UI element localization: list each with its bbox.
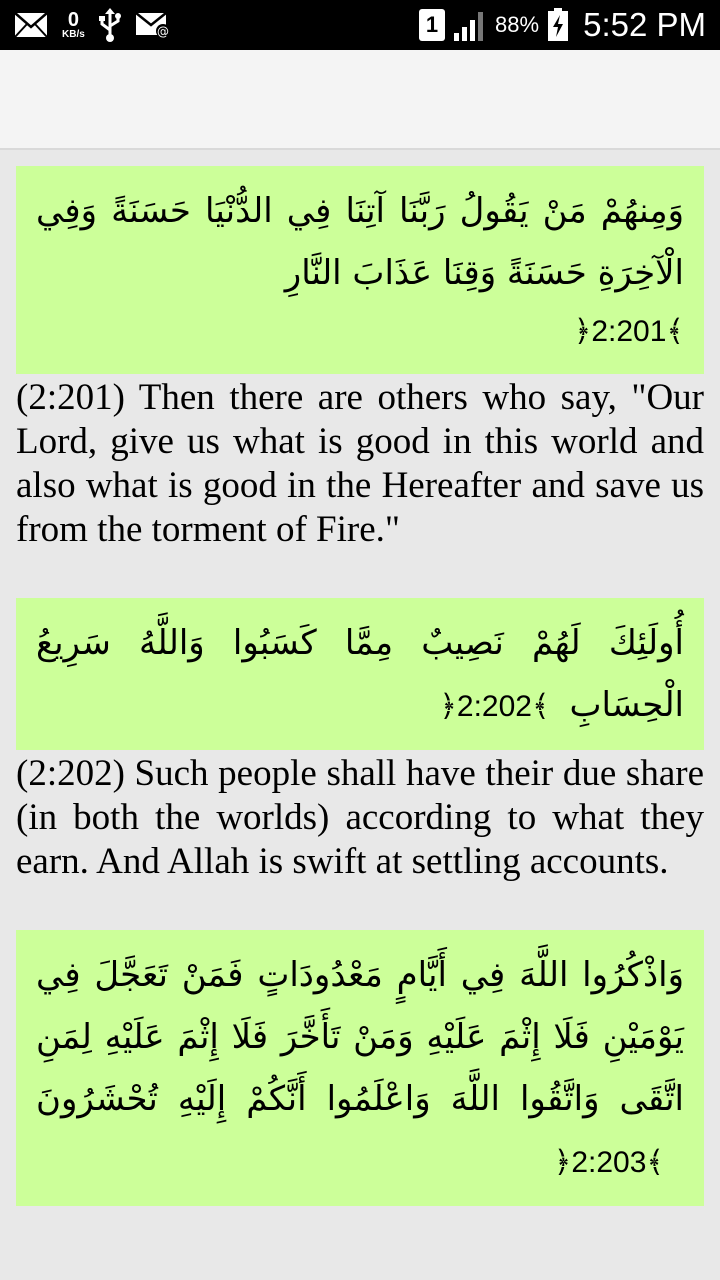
- email-notification-icon: [14, 12, 48, 38]
- email-at-icon: [135, 11, 171, 39]
- battery-percentage: 88%: [495, 12, 540, 37]
- svg-text:@: @: [156, 24, 169, 39]
- verse-arabic-block: [16, 166, 704, 374]
- arabic-text: وَاذْكُرُوا اللَّهَ فِي أَيَّامٍ مَعْدُودَاتٍ فَمَنْ تَعَجَّلَ فِي يَوْمَيْنِ فَلَا إِثْمَ عَلَيْهِ وَمَنْ تَأَخَّرَ فَلَا إِثْمَ عَلَيْهِ لِمَنِ اتَّقَى وَاتَّقُوا اللَّهَ وَاعْلَمُوا أَنَّكُمْ إِلَيْهِ تُحْشَرُونَ﴿2:203﴾: [36, 944, 684, 1192]
- arabic-text: وَمِنهُمْ مَنْ يَقُولُ رَبَّنَا آتِنَا فِي الدُّنْيَا حَسَنَةً وَفِي الْآخِرَةِ حَسَنَةً وَقِنَا عَذَابَ النَّارِ: [36, 191, 684, 293]
- verse-arabic-block: [16, 598, 704, 750]
- sim-slot-indicator: 1: [419, 9, 445, 41]
- signal-strength-icon: [453, 9, 487, 41]
- verse-number: ﴿2:202﴾: [439, 690, 550, 723]
- verse-list[interactable]: [16, 166, 704, 1206]
- usb-icon: [99, 8, 121, 42]
- clock: 5:52 PM: [583, 6, 706, 43]
- network-speed-indicator: 0 KB/s: [62, 9, 85, 40]
- verse-translation: (2:201) Then there are others who say, "Our Lord, give us what is good in this world and also what is good in the Hereafter and save us from the torment of Fire.": [16, 377, 704, 550]
- arabic-text: أُولَئِكَ لَهُمْ نَصِيبٌ مِمَّا كَسَبُوا وَاللَّهُ سَرِيعُ الْحِسَابِ﴿2:202﴾: [36, 612, 684, 736]
- action-bar: [0, 50, 720, 150]
- verse-arabic-block: [16, 930, 704, 1206]
- verse-number: ﴿2:203﴾: [553, 1146, 664, 1179]
- battery-charging-icon: [547, 8, 569, 42]
- status-bar: [0, 0, 720, 50]
- verse-number: ﴿2:201﴾: [573, 315, 684, 348]
- verse-translation: (2:202) Such people shall have their due share (in both the worlds) according to what they earn. And Allah is swift at settling accounts.: [16, 753, 704, 882]
